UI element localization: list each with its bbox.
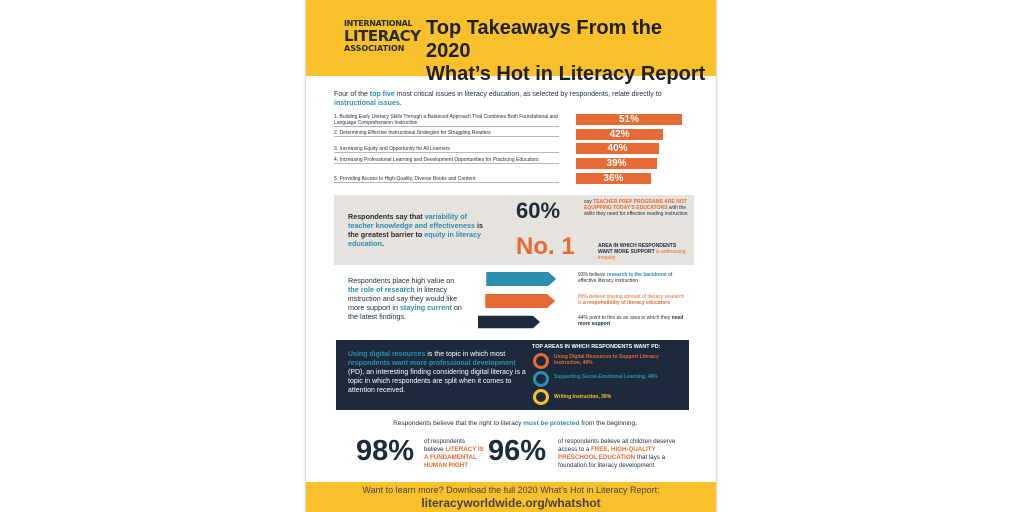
issue-bar-2: 42% bbox=[576, 129, 663, 140]
page-title bbox=[426, 17, 706, 86]
equity-text bbox=[348, 212, 488, 248]
research-item-3-highlight: need more support bbox=[578, 315, 684, 327]
stat-98-text bbox=[424, 438, 486, 470]
rights-pre: Respondents believe that the right to literacy bbox=[393, 420, 524, 427]
stat-98-pre: of respondents believe bbox=[424, 438, 465, 453]
header-banner bbox=[306, 0, 716, 85]
rights-intro bbox=[350, 420, 680, 427]
stat-98-highlight: LITERACY IS A FUNDAMENTAL HUMAN RIGHT bbox=[424, 446, 484, 469]
stat-96-percent: 96% bbox=[488, 435, 547, 467]
pd-text bbox=[348, 350, 530, 395]
research-item-2-pre: 89% believe staying abreast of literacy research is bbox=[578, 294, 685, 306]
infographic-page bbox=[306, 0, 716, 512]
stat-no1: No. 1 bbox=[516, 233, 575, 260]
pd-part-1: is the topic in which most bbox=[425, 351, 506, 358]
title-line-1: Top Takeaways From the 2020 bbox=[426, 17, 662, 62]
footer-cta: Want to learn more? Download the full 2020 What’s Hot in Literacy Report: bbox=[362, 485, 660, 495]
research-item-2-highlight: a responsibility of literacy educators bbox=[583, 300, 670, 306]
research-arrow-1 bbox=[478, 272, 565, 286]
logo-line-2: LITERACY bbox=[344, 27, 421, 45]
intro-highlight-1: top five bbox=[369, 91, 395, 98]
stat-60-pre: say bbox=[584, 199, 594, 205]
pd-ring-icon-3 bbox=[533, 389, 549, 405]
stat-96-post: that lays a foundation for literacy development bbox=[558, 454, 666, 469]
rights-highlight: must be protected bbox=[523, 420, 580, 427]
intro-part-3: . bbox=[399, 100, 402, 107]
issue-label-2: 2. Determining Effective Instructional Strategies for Struggling Readers bbox=[334, 130, 559, 137]
issue-label-5: 5. Providing Access to High-Quality, Diverse Books and Content bbox=[334, 176, 559, 183]
research-item-1-highlight: research is the backbone bbox=[606, 272, 667, 278]
pd-highlight-2: respondents want more professional development bbox=[348, 360, 516, 367]
title-line-2: What’s Hot in Literacy Report bbox=[426, 63, 706, 85]
footer-banner bbox=[306, 482, 716, 512]
pd-ring-icon-2 bbox=[533, 371, 549, 387]
stat-96-pre: of respondents believe all children deserve access to a bbox=[558, 438, 676, 453]
rights-post: from the beginning. bbox=[579, 420, 637, 427]
issue-bar-5: 36% bbox=[576, 173, 651, 184]
research-item-3-pre: 44% point to this as an area in which they bbox=[578, 315, 672, 321]
research-item-2 bbox=[578, 294, 688, 306]
pd-item-3: Writing Instruction, 39% bbox=[554, 394, 612, 400]
stat-98-percent: 98% bbox=[356, 435, 415, 467]
research-highlight-2: staying current bbox=[399, 303, 452, 312]
pd-item-2: Supporting Social-Emotional Learning, 48% bbox=[554, 374, 658, 380]
equity-section bbox=[334, 195, 694, 265]
research-item-3 bbox=[578, 315, 688, 327]
stat-no1-text bbox=[598, 243, 690, 261]
logo-line-3: ASSOCIATION bbox=[344, 44, 405, 53]
research-item-1-pre: 93% believe bbox=[578, 272, 607, 278]
stat-96-text bbox=[558, 438, 683, 470]
equity-highlight-2: equity in literacy education bbox=[348, 230, 482, 248]
ila-logo bbox=[344, 19, 421, 53]
issue-label-3: 3. Increasing Equity and Opportunity for All Learners bbox=[334, 146, 559, 153]
research-part-1: Respondents place high value on bbox=[348, 276, 455, 285]
research-part-3: on the latest findings. bbox=[348, 303, 462, 321]
pd-highlight-1: Using digital resources bbox=[348, 351, 426, 358]
stat-96-highlight: FREE, HIGH-QUALITY PRESCHOOL EDUCATION bbox=[558, 446, 656, 461]
stat-60-post: with the skills they need for effective reading instruction bbox=[584, 205, 688, 217]
intro-text bbox=[334, 90, 694, 108]
stat-60-text bbox=[584, 199, 690, 217]
stat-no1-main: AREA IN WHICH RESPONDENTS WANT MORE SUPPORT bbox=[598, 243, 677, 255]
pd-part-2: (PD), an interesting finding considering digital literacy is a topic in which respondents are split when it comes to attention received. bbox=[348, 369, 526, 394]
stat-60-percent: 60% bbox=[516, 198, 561, 223]
equity-part-3: . bbox=[381, 239, 384, 248]
logo-line-1: INTERNATIONAL bbox=[344, 19, 413, 28]
research-item-1 bbox=[578, 272, 688, 284]
intro-highlight-2: instructional issues bbox=[334, 100, 400, 107]
footer-link[interactable]: literacyworldwide.org/whatshot bbox=[421, 496, 601, 510]
issue-label-4: 4. Increasing Professional Learning and Development Opportunities for Practicing Educators bbox=[334, 157, 559, 164]
intro-part-2: most critical issues in literacy education, as selected by respondents, relate directly to bbox=[394, 91, 662, 98]
stat-no1-highlight: is addressing inequity bbox=[598, 249, 686, 261]
equity-highlight-1: variability of teacher knowledge and effectiveness bbox=[348, 212, 476, 230]
equity-part-2: is the greatest barrier to bbox=[348, 221, 484, 239]
equity-part-1: Respondents say that bbox=[348, 212, 425, 221]
research-arrow-3 bbox=[478, 315, 540, 329]
intro-part-1: Four of the bbox=[334, 91, 370, 98]
pd-item-1: Using Digital Resources to Support Literacy Instruction, 49% bbox=[554, 354, 659, 366]
research-part-2: in literacy instruction and say they would like more support in bbox=[348, 285, 458, 312]
research-highlight-1: the role of research bbox=[348, 285, 415, 294]
pd-list-title: TOP AREAS IN WHICH RESPONDENTS WANT PD: bbox=[532, 344, 661, 350]
research-arrow-2 bbox=[478, 294, 563, 308]
pd-ring-icon-1 bbox=[533, 353, 549, 369]
issue-bar-3: 40% bbox=[576, 143, 659, 154]
pd-section bbox=[336, 340, 689, 410]
issue-label-1: 1. Building Early Literacy Skills Through a Balanced Approach That Combines Both Foundational and Language Comprehension Instruction bbox=[334, 114, 558, 126]
issue-bar-1: 51% bbox=[576, 114, 682, 125]
issue-bar-4: 39% bbox=[576, 158, 657, 169]
stat-60-highlight: TEACHER PREP PROGRAMS ARE NOT EQUIPPING TODAY’S EDUCATORS bbox=[584, 199, 687, 211]
research-item-1-post: of effective literacy instruction bbox=[578, 272, 673, 284]
research-text bbox=[348, 276, 463, 321]
